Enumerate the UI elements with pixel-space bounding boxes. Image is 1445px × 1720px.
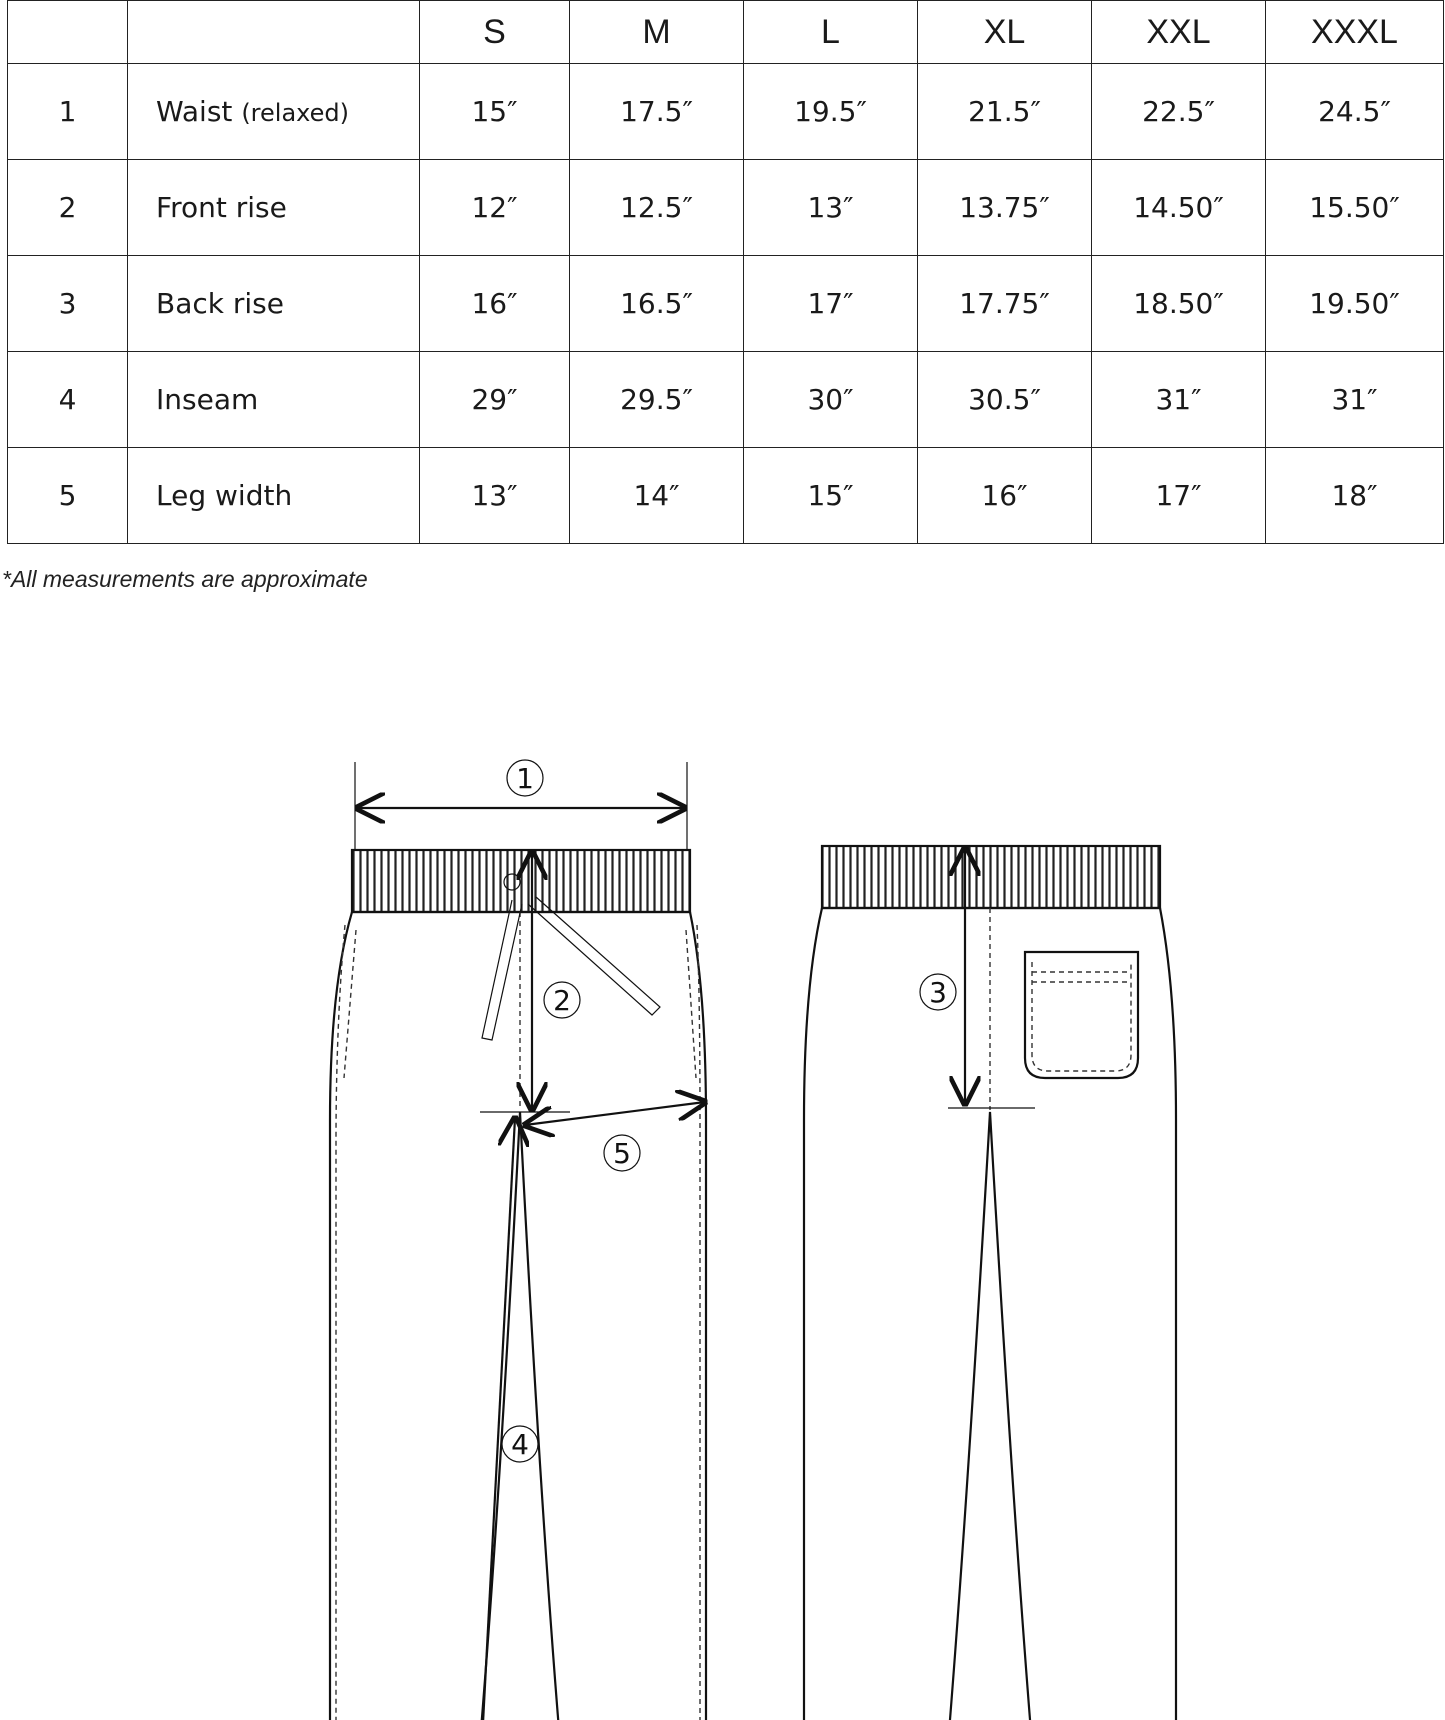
corner-cell-label — [128, 1, 420, 64]
marker-3 — [920, 974, 956, 1010]
measurement-value: 16″ — [420, 256, 570, 352]
marker-4-label: 4 — [511, 1428, 529, 1461]
size-header: M — [570, 1, 744, 64]
measurement-value: 30.5″ — [918, 352, 1092, 448]
measurement-label — [128, 160, 420, 256]
front-waistband — [352, 850, 690, 912]
measurement-value: 22.5″ — [1092, 64, 1266, 160]
size-header: XXXL — [1266, 1, 1444, 64]
drawstring-left — [482, 900, 522, 1040]
measurement-name: Front rise — [156, 191, 287, 224]
measurement-value: 18″ — [1266, 448, 1444, 544]
size-chart-table — [7, 0, 1444, 544]
row-number: 1 — [8, 64, 128, 160]
measurement-value: 17″ — [744, 256, 918, 352]
measurement-name: Waist — [156, 95, 233, 128]
measurement-value: 15″ — [744, 448, 918, 544]
back-pants-drawing — [804, 846, 1176, 1720]
front-pants-outline — [330, 912, 706, 1720]
measurement-name: Leg width — [156, 479, 293, 512]
measurement-value: 31″ — [1266, 352, 1444, 448]
size-header: XL — [918, 1, 1092, 64]
measurement-value: 30″ — [744, 352, 918, 448]
measurement-value: 15″ — [420, 64, 570, 160]
measurement-value: 24.5″ — [1266, 64, 1444, 160]
marker-2-label: 2 — [553, 984, 571, 1017]
measurement-value: 21.5″ — [918, 64, 1092, 160]
measurement-label — [128, 64, 420, 160]
marker-1 — [507, 760, 543, 796]
measurement-value: 19.5″ — [744, 64, 918, 160]
table-row — [8, 352, 1444, 448]
marker-5 — [604, 1135, 640, 1171]
corner-cell-number — [8, 1, 128, 64]
measurement-value: 14″ — [570, 448, 744, 544]
measurement-value: 13.75″ — [918, 160, 1092, 256]
back-pocket-stitching — [1032, 962, 1131, 1071]
pants-measurement-diagram — [0, 700, 1445, 1720]
measurement-value: 16.5″ — [570, 256, 744, 352]
marker-4 — [502, 1426, 538, 1462]
left-pocket-opening — [344, 930, 356, 1078]
measurement-value: 12″ — [420, 160, 570, 256]
back-pocket — [1025, 952, 1138, 1078]
size-header: XXL — [1092, 1, 1266, 64]
row-number: 5 — [8, 448, 128, 544]
measurement-value: 29.5″ — [570, 352, 744, 448]
table-row — [8, 160, 1444, 256]
measurement-value: 14.50″ — [1092, 160, 1266, 256]
measurement-value: 31″ — [1092, 352, 1266, 448]
measurement-note: (relaxed) — [241, 99, 349, 127]
measurement-value: 17″ — [1092, 448, 1266, 544]
drawstring-right — [528, 897, 660, 1015]
size-header-row — [8, 1, 1444, 64]
footnote: *All measurements are approximate — [2, 566, 368, 592]
size-header: S — [420, 1, 570, 64]
marker-3-label: 3 — [929, 976, 947, 1009]
table-row — [8, 64, 1444, 160]
measurement-label — [128, 448, 420, 544]
measurement-value: 19.50″ — [1266, 256, 1444, 352]
row-number: 2 — [8, 160, 128, 256]
measurement-label — [128, 256, 420, 352]
left-side-seam — [336, 925, 352, 1720]
measurement-value: 13″ — [420, 448, 570, 544]
marker-2 — [544, 982, 580, 1018]
measurement-value: 12.5″ — [570, 160, 744, 256]
back-waistband — [822, 846, 1160, 908]
measurement-value: 18.50″ — [1092, 256, 1266, 352]
row-number: 3 — [8, 256, 128, 352]
measurement-value: 29″ — [420, 352, 570, 448]
measurement-value: 15.50″ — [1266, 160, 1444, 256]
table-row — [8, 256, 1444, 352]
measurement-value: 13″ — [744, 160, 918, 256]
row-number: 4 — [8, 352, 128, 448]
measurement-name: Back rise — [156, 287, 284, 320]
marker-1-label: 1 — [516, 762, 534, 795]
table-row — [8, 448, 1444, 544]
measurement-value: 17.75″ — [918, 256, 1092, 352]
measurement-name: Inseam — [156, 383, 259, 416]
size-header: L — [744, 1, 918, 64]
leg-width-arrow — [525, 1102, 705, 1125]
right-side-seam — [686, 925, 700, 1720]
inseam-arrow — [462, 1118, 515, 1720]
measurement-label — [128, 352, 420, 448]
right-pocket-opening — [686, 930, 696, 1078]
front-pants-drawing — [330, 762, 706, 1720]
marker-5-label: 5 — [613, 1137, 631, 1170]
measurement-value: 16″ — [918, 448, 1092, 544]
measurement-value: 17.5″ — [570, 64, 744, 160]
